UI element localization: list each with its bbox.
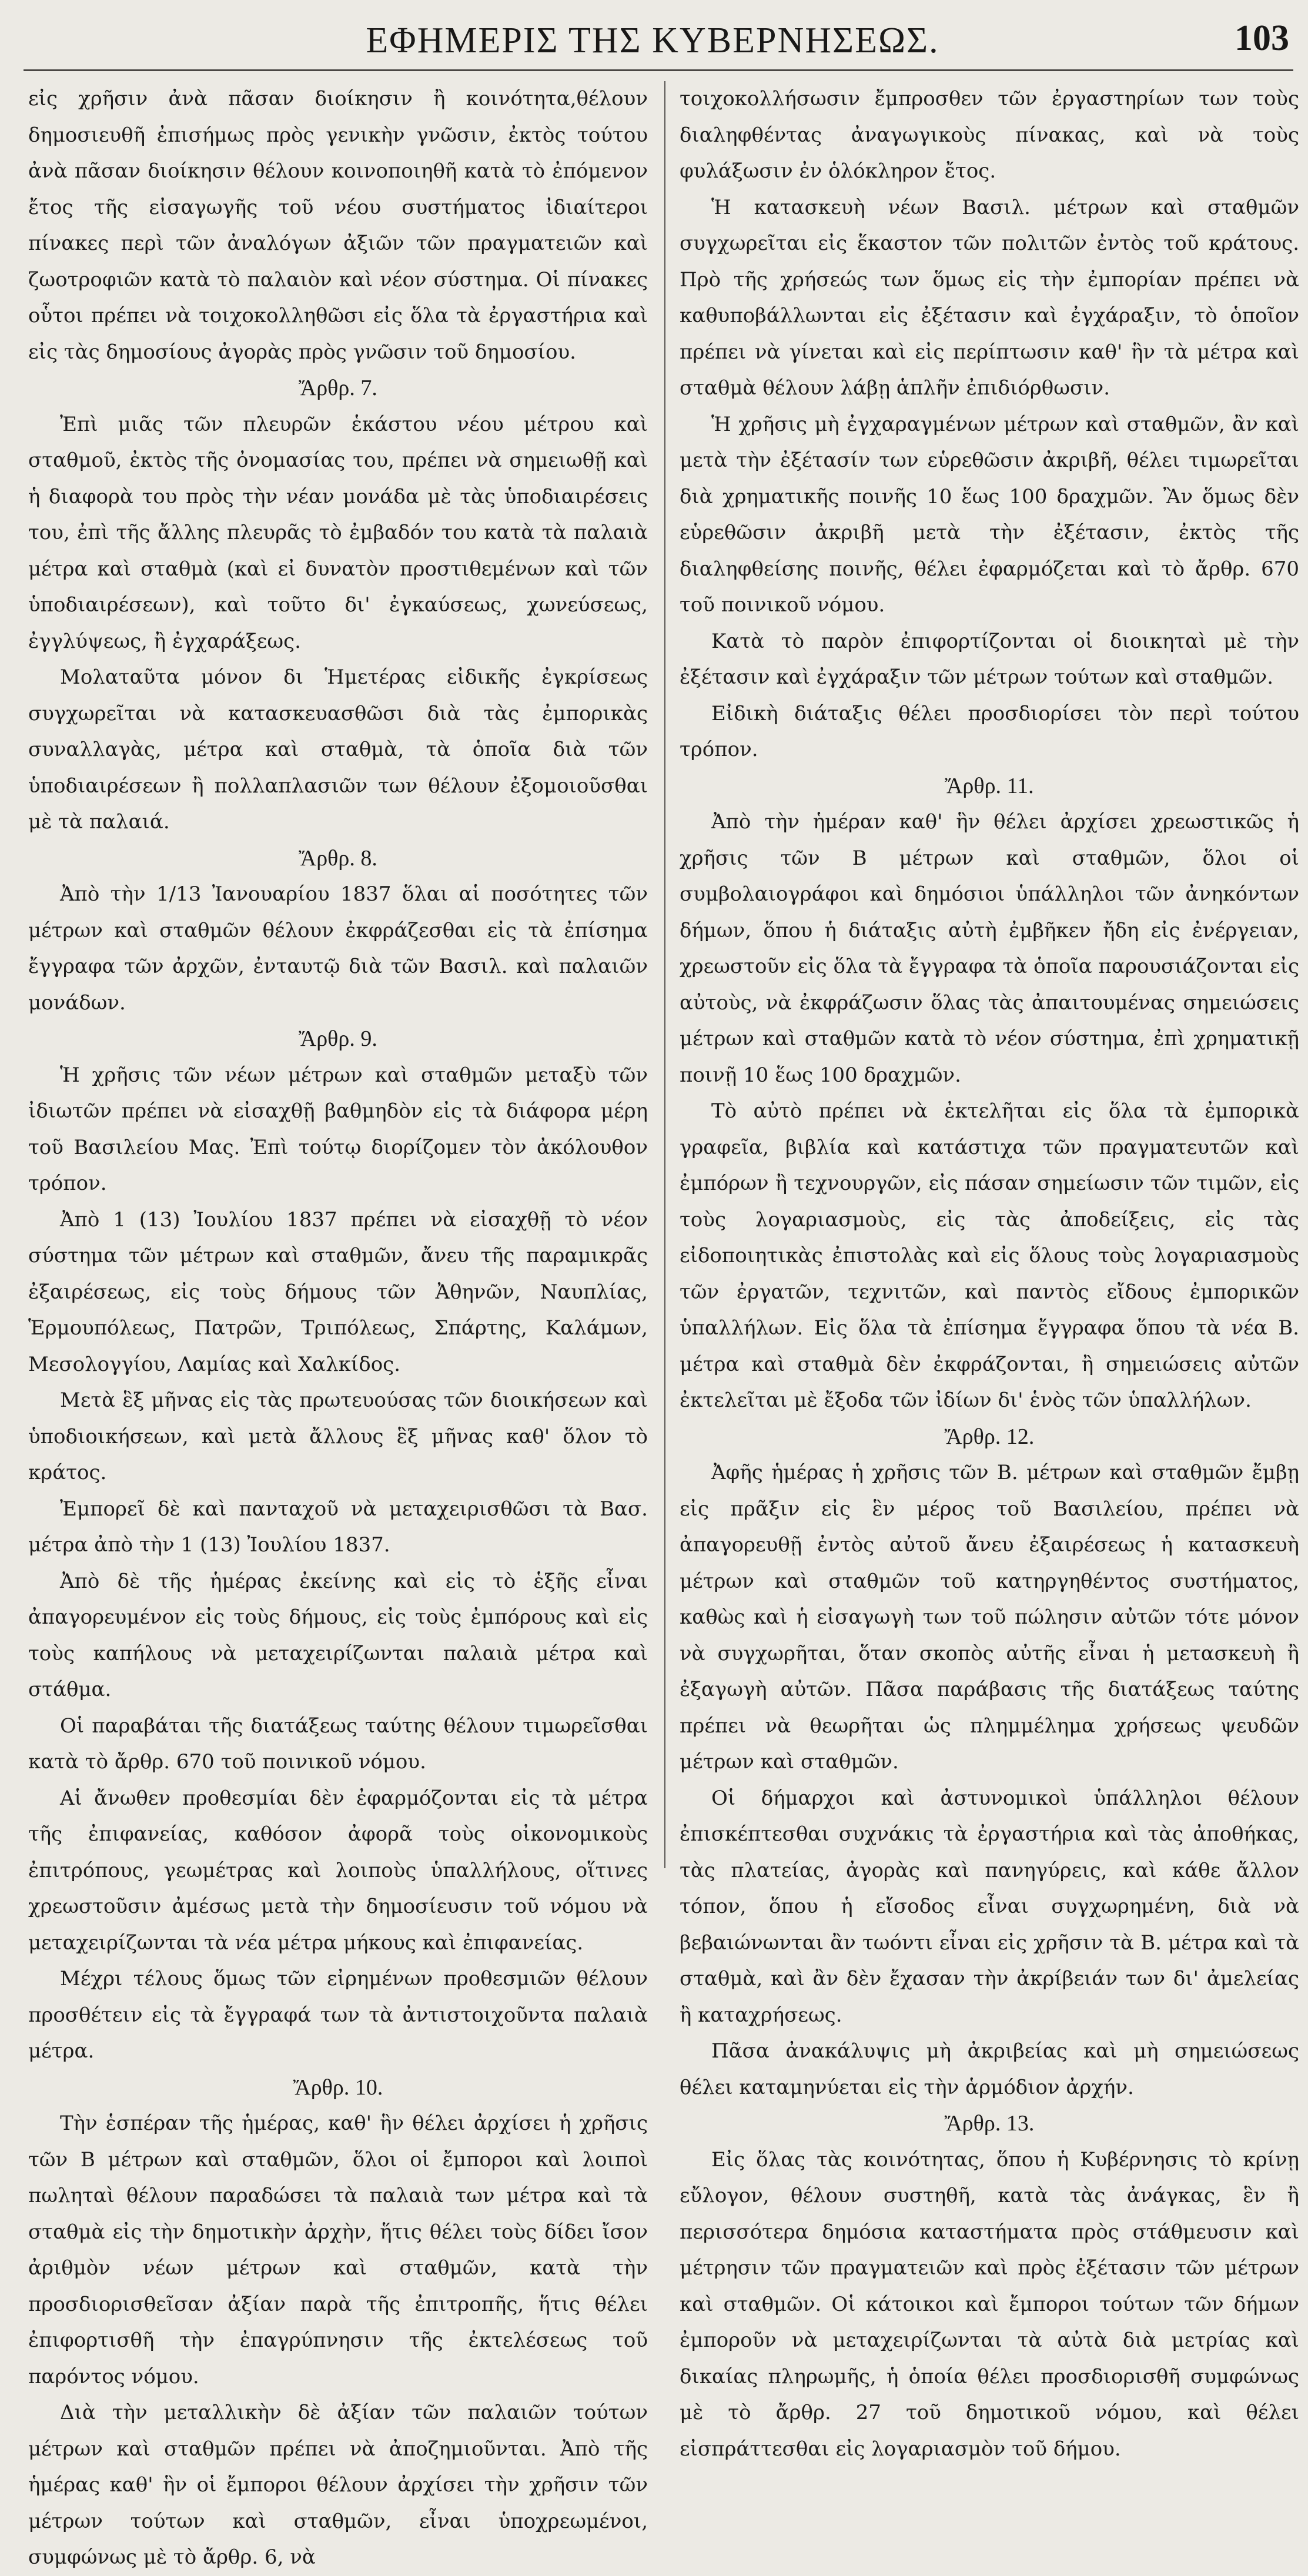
paragraph: Ἡ χρῆσις τῶν νέων μέτρων καὶ σταθμῶν μεταξὺ τῶν ἰδιωτῶν πρέπει νὰ εἰσαχθῇ βαθμηδὸν εἰς τὰ διάφορα μέρη τοῦ Βασιλείου Μας. Ἐπὶ τούτῳ διορίζομεν τὸν ἀκόλουθον τρόπον. [28, 1063, 648, 1195]
left-column [28, 81, 648, 2569]
paragraph: Διὰ τὴν μεταλλικὴν δὲ ἀξίαν τῶν παλαιῶν τούτων μέτρων καὶ σταθμῶν πρέπει νὰ ἀποζημιοῦνται. Ἀπὸ τῆς ἡμέρας καθ' ἣν οἱ ἔμποροι θέλουν ἀρχίσει τὴν χρῆσιν τῶν μέτρων τούτων καὶ σταθμῶν, εἶναι ὑποχρεωμένοι, συμφώνως μὲ τὸ ἄρθρ. 6, νὰ [28, 2401, 648, 2569]
paragraph: Ἀπὸ τὴν ἡμέραν καθ' ἣν θέλει ἀρχίσει χρεωστικῶς ἡ χρῆσις τῶν Β μέτρων καὶ σταθμῶν, ὅλοι οἱ συμβολαιογράφοι καὶ δημόσιοι ὑπάλληλοι τῶν ἀνηκόντων δήμων, ὅπου ἡ διάταξις αὐτὴ ἐμβῆκεν ἤδη εἰς ἐνέργειαν, χρεωστοῦν εἰς ὅλα τὰ ἔγγραφα τὰ ὁποῖα παρουσιάζονται εἰς αὐτοὺς, νὰ ἐκφράζωσιν ὅλας τὰς ἀπαιτουμένας σημειώσεις μέτρων καὶ σταθμῶν κατὰ τὸ νέον σύστημα, ἐπὶ χρηματικῇ ποινῇ 10 ἕως 100 δραχμῶν. [680, 810, 1299, 1087]
paragraph: Ἐπὶ μιᾶς τῶν πλευρῶν ἑκάστου νέου μέτρου καὶ σταθμοῦ, ἐκτὸς τῆς ὀνομασίας του, πρέπει νὰ σημειωθῇ καὶ ἡ διαφορὰ του πρὸς τὴν νέαν μονάδα μὲ τὰς ὑποδιαιρέσεις του, ἐπὶ τῆς ἄλλης πλευρᾶς τὸ ἐμβαδόν του κατὰ τὰ παλαιὰ μέτρα καὶ σταθμὰ (καὶ εἰ δυνατὸν προστιθεμένων καὶ τῶν ὑποδιαιρέσεων), καὶ τοῦτο δι' ἐγκαύσεως, χωνεύσεως, ἐγγλύψεως, ἢ ἐγχαράξεως. [28, 412, 648, 653]
article-12-heading: Ἄρθρ. 12. [944, 1424, 1035, 1449]
article-11-heading: Ἄρθρ. 11. [945, 773, 1034, 798]
paragraph: Ἡ κατασκευὴ νέων Βασιλ. μέτρων καὶ σταθμῶν συγχωρεῖται εἰς ἕκαστον τῶν πολιτῶν ἐντὸς τοῦ κράτους. Πρὸ τῆς χρήσεώς των ὅμως εἰς τὴν ἐμπορίαν πρέπει νὰ καθυποβάλλωνται εἰς ἐξέτασιν καὶ ἐγχάραξιν, τὸ ὁποῖον πρέπει νὰ γίνεται καὶ εἰς περίπτωσιν καθ' ἣν τὰ μέτρα καὶ σταθμὰ θέλουν λάβῃ ἁπλῆν ἐπιδιόρθωσιν. [680, 195, 1299, 400]
paragraph: Αἱ ἄνωθεν προθεσμίαι δὲν ἐφαρμόζονται εἰς τὰ μέτρα τῆς ἐπιφανείας, καθόσον ἀφορᾶ τοὺς οἰκονομικοὺς ἐπιτρόπους, γεωμέτρας καὶ λοιποὺς ὑπαλλήλους, οἵτινες χρεωστοῦσιν ἀμέσως μετὰ τὴν δημοσίευσιν τοῦ νόμου νὰ μεταχειρίζωνται τὰ νέα μέτρα μήκους καὶ ἐπιφανείας. [28, 1786, 648, 1955]
article-9-heading: Ἄρθρ. 9. [299, 1026, 377, 1051]
newspaper-title: ΕΦΗΜΕΡΙΣ ΤΗΣ ΚΥΒΕΡΝΗΣΕΩΣ. [366, 21, 939, 61]
article-13-heading: Ἄρθρ. 13. [944, 2111, 1035, 2136]
column-divider [664, 81, 665, 1868]
article-10-heading: Ἄρθρ. 10. [293, 2075, 383, 2100]
paragraph: Ἐμπορεῖ δὲ καὶ πανταχοῦ νὰ μεταχειρισθῶσι τὰ Βασ. μέτρα ἀπὸ τὴν 1 (13) Ἰουλίου 1837. [28, 1497, 648, 1557]
paragraph: εἰς χρῆσιν ἀνὰ πᾶσαν διοίκησιν ἢ κοινότητα,θέλουν δημοσιευθῆ ἐπισήμως πρὸς γενικὴν γνῶσιν, ἐκτὸς τούτου ἀνὰ πᾶσαν διοίκησιν θέλουν κοινοποιηθῆ κατὰ τὸ ἐπόμενον ἔτος τῆς εἰσαγωγῆς τοῦ νέου συστήματος ἰδιαίτεροι πίνακες περὶ τῶν ἀναλόγων ἀξιῶν τῶν πραγματειῶν καὶ ζωοτροφιῶν κατὰ τὸ παλαιὸν καὶ νέον σύστημα. Οἱ πίνακες οὗτοι πρέπει νὰ τοιχοκολληθῶσι εἰς ὅλα τὰ ἐργαστήρια καὶ εἰς τὰς δημοσίους ἀγορὰς πρὸς γνῶσιν τοῦ δημοσίου. [28, 87, 648, 364]
paragraph: Εἰς ὅλας τὰς κοινότητας, ὅπου ἡ Κυβέρνησις τὸ κρίνῃ εὔλογον, θέλουν συστηθῆ, κατὰ τὰς ἀνάγκας, ἓν ἢ περισσότερα δημόσια καταστήματα πρὸς στάθμευσιν καὶ μέτρησιν τῶν πραγματειῶν καὶ πρὸς ἐξέτασιν τῶν μέτρων καὶ σταθμῶν. Οἱ κάτοικοι καὶ ἔμποροι τούτων τῶν δήμων ἐμποροῦν νὰ μεταχειρίζωνται τὰ αὐτὰ διὰ μετρίας καὶ δικαίας πληρωμῆς, ἡ ὁποία θέλει προσδιορισθῆ συμφώνως μὲ τὸ ἄρθρ. 27 τοῦ δημοτικοῦ νόμου, καὶ θέλει εἰσπράττεσθαι εἰς λογαριασμὸν τοῦ δήμου. [680, 2147, 1299, 2461]
article-8-heading: Ἄρθρ. 8. [299, 845, 377, 871]
paragraph: Ἀπὸ δὲ τῆς ἡμέρας ἐκείνης καὶ εἰς τὸ ἑξῆς εἶναι ἀπαγορευμένον εἰς τοὺς δήμους, εἰς τοὺς ἐμπόρους καὶ εἰς τοὺς καπήλους νὰ μεταχειρίζωνται παλαιὰ μέτρα καὶ στάθμα. [28, 1569, 648, 1701]
page-number: 103 [1235, 18, 1289, 58]
paragraph: Οἱ παραβάται τῆς διατάξεως ταύτης θέλουν τιμωρεῖσθαι κατὰ τὸ ἄρθρ. 670 τοῦ ποινικοῦ νόμου. [28, 1714, 648, 1774]
paragraph: Εἰδικὴ διάταξις θέλει προσδιορίσει τὸν περὶ τούτου τρόπον. [680, 701, 1299, 761]
paragraph: Ἀφῆς ἡμέρας ἡ χρῆσις τῶν Β. μέτρων καὶ σταθμῶν ἔμβῃ εἰς πρᾶξιν εἰς ἓν μέρος τοῦ Βασιλείου, πρέπει νὰ ἀπαγορευθῇ ἐντὸς αὐτοῦ ἄνευ ἐξαιρέσεως ἡ κατασκευὴ μέτρων καὶ σταθμῶν τοῦ κατηργηθέντος συστήματος, καθὼς καὶ ἡ εἰσαγωγὴ των τοῦ πώλησιν αὐτῶν τότε μόνον νὰ συγχωρῆται, ὅταν σκοπὸς αὐτῆς εἶναι ἡ μετασκευὴ ἢ ἐξαγωγὴ αὐτῶν. Πᾶσα παράβασις τῆς διατάξεως ταύτης πρέπει νὰ θεωρῆται ὡς πλημμέλημα χρήσεως ψευδῶν μέτρων καὶ σταθμῶν. [680, 1461, 1299, 1774]
paragraph: Οἱ δήμαρχοι καὶ ἀστυνομικοὶ ὑπάλληλοι θέλουν ἐπισκέπτεσθαι συχνάκις τὰ ἐργαστήρια καὶ τὰς ἀποθήκας, τὰς πλατείας, ἀγορὰς καὶ πανηγύρεις, καὶ κάθε ἄλλον τόπον, ὅπου ἡ εἴσοδος εἶναι συγχωρημένη, διὰ νὰ βεβαιώνωνται ἂν τωόντι εἶναι εἰς χρῆσιν τὰ Β. μέτρα καὶ τὰ σταθμὰ, καὶ ἂν δὲν ἔχασαν τὴν ἀκρίβειάν των δι' ἀμελείας ἢ καταχρήσεως. [680, 1786, 1299, 2027]
paragraph: Μολαταῦτα μόνον δι Ἡμετέρας εἰδικῆς ἐγκρίσεως συγχωρεῖται νὰ κατασκευασθῶσι διὰ τὰς ἐμπορικὰς συναλλαγὰς, μέτρα καὶ σταθμὰ, τὰ ὁποῖα διὰ τῶν ὑποδιαιρέσεων ἢ πολλαπλασιῶν των θέλουν ἐξομοιοῦσθαι μὲ τὰ παλαιά. [28, 665, 648, 834]
paragraph: Ἀπὸ 1 (13) Ἰουλίου 1837 πρέπει νὰ εἰσαχθῇ τὸ νέον σύστημα τῶν μέτρων καὶ σταθμῶν, ἄνευ τῆς παραμικρᾶς ἐξαιρέσεως, εἰς τοὺς δήμους τῶν Ἀθηνῶν, Ναυπλίας, Ἑρμουπόλεως, Πατρῶν, Τριπόλεως, Σπάρτης, Καλάμων, Μεσολογγίου, Λαμίας καὶ Χαλκίδος. [28, 1207, 648, 1376]
right-column [680, 81, 1299, 2461]
paragraph: Μετὰ ἓξ μῆνας εἰς τὰς πρωτευούσας τῶν διοικήσεων καὶ ὑποδιοικήσεων, καὶ μετὰ ἄλλους ἓξ μῆνας καθ' ὅλον τὸ κράτος. [28, 1389, 648, 1484]
paragraph: Ἀπὸ τὴν 1/13 Ἰανουαρίου 1837 ὅλαι αἱ ποσότητες τῶν μέτρων καὶ σταθμῶν θέλουν ἐκφράζεσθαι εἰς τὰ ἐπίσημα ἔγγραφα τῶν ἀρχῶν, ἐνταυτῷ διὰ τῶν Βασιλ. καὶ παλαιῶν μονάδων. [28, 882, 648, 1015]
page-header [0, 16, 1308, 69]
article-7-heading: Ἄρθρ. 7. [299, 376, 377, 400]
header-rule [24, 69, 1293, 71]
paragraph: Τὸ αὐτὸ πρέπει νὰ ἐκτελῆται εἰς ὅλα τὰ ἐμπορικὰ γραφεῖα, βιβλία καὶ κατάστιχα τῶν πραγματευτῶν καὶ ἐμπόρων ἢ τεχνουργῶν, εἰς πάσαν σημείωσιν τῶν τιμῶν, εἰς τοὺς λογαριασμοὺς, εἰς τὰς ἀποδείξεις, εἰς τὰς εἰδοποιητικὰς ἐπιστολὰς καὶ εἰς ὅλους τοὺς λογαριασμοὺς τῶν ἐργατῶν, τεχνιτῶν, καὶ παντὸς εἴδους ἐμπορικῶν ὑπαλλήλων. Εἰς ὅλα τὰ ἐπίσημα ἔγγραφα ὅπου τὰ νέα Β. μέτρα καὶ σταθμὰ δὲν ἐκφράζονται, ἢ σημειώσεις αὐτῶν ἐκτελεῖται μὲ ἔξοδα τῶν ἰδίων δι' ἑνὸς τῶν ὑπαλλήλων. [680, 1099, 1299, 1412]
paragraph: Κατὰ τὸ παρὸν ἐπιφορτίζονται οἱ διοικηταὶ μὲ τὴν ἐξέτασιν καὶ ἐγχάραξιν τῶν μέτρων τούτων καὶ σταθμῶν. [680, 629, 1299, 689]
paragraph: Ἡ χρῆσις μὴ ἐγχαραγμένων μέτρων καὶ σταθμῶν, ἂν καὶ μετὰ τὴν ἐξέτασίν των εὑρεθῶσιν ἀκριβῆ, θέλει τιμωρεῖται διὰ χρηματικῆς ποινῆς 10 ἕως 100 δραχμῶν. Ἂν ὅμως δὲν εὑρεθῶσιν ἀκριβῆ μετὰ τὴν ἐξέτασιν, ἐκτὸς τῆς διαληφθείσης ποινῆς, θέλει ἐφαρμόζεται καὶ τὸ ἄρθρ. 670 τοῦ ποινικοῦ νόμου. [680, 412, 1299, 617]
paragraph: Τὴν ἑσπέραν τῆς ἡμέρας, καθ' ἣν θέλει ἀρχίσει ἡ χρῆσις τῶν Β μέτρων καὶ σταθμῶν, ὅλοι οἱ ἔμποροι καὶ λοιποὶ πωληταὶ θέλουν παραδώσει τὰ παλαιὰ των μέτρα καὶ τὰ σταθμὰ εἰς τὴν δημοτικὴν ἀρχὴν, ἥτις θέλει τοὺς δίδει ἴσον ἀριθμὸν νέων μέτρων καὶ σταθμῶν, κατὰ τὴν προσδιορισθεῖσαν ἀξίαν παρὰ τῆς ἐπιτροπῆς, ἥτις θέλει ἐπιφορτισθῆ τὴν ἐπαγρύπνησιν τῆς ἐκτελέσεως τοῦ παρόντος νόμου. [28, 2112, 648, 2388]
paragraph: τοιχοκολλήσωσιν ἔμπροσθεν τῶν ἐργαστηρίων των τοὺς διαληφθέντας ἀναγωγικοὺς πίνακας, καὶ νὰ τοὺς φυλάξωσιν ἐν ὁλόκληρον ἔτος. [680, 87, 1299, 183]
paragraph: Μέχρι τέλους ὅμως τῶν εἰρημένων προθεσμιῶν θέλουν προσθέτειν εἰς τὰ ἔγγραφά των τὰ ἀντιστοιχοῦντα παλαιὰ μέτρα. [28, 1967, 648, 2063]
paragraph: Πᾶσα ἀνακάλυψις μὴ ἀκριβείας καὶ μὴ σημειώσεως θέλει καταμηνύεται εἰς τὴν ἁρμόδιον ἀρχήν. [680, 2039, 1299, 2099]
